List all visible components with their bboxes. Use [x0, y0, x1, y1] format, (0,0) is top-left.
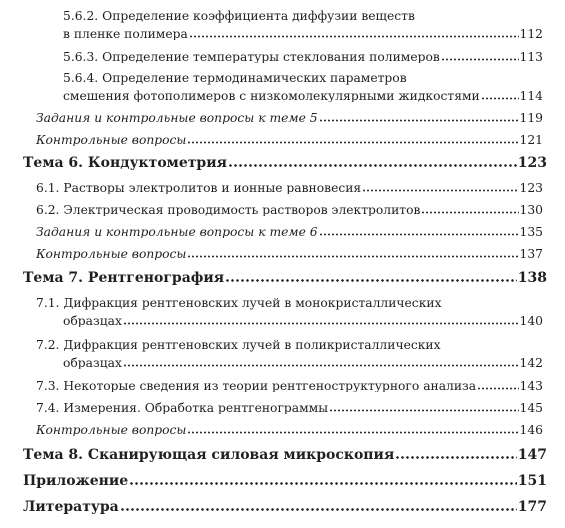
dot-leader: [395, 448, 516, 462]
toc-page-number: 138: [517, 270, 547, 286]
toc-page-number: 114: [519, 89, 543, 103]
dot-leader: [319, 112, 519, 124]
toc-entry-title: Приложение: [23, 474, 129, 488]
dot-leader: [329, 402, 519, 414]
toc-entry-7-1-line1: 7.1. Дифракция рентгеновских лучей в монокристаллических: [36, 296, 442, 310]
toc-entry-title: Контрольные вопросы: [36, 248, 187, 261]
toc-entry-appendix[interactable]: [23, 474, 547, 488]
toc-page-number: 177: [517, 499, 547, 515]
toc-entry-title: Задания и контрольные вопросы к теме 5: [36, 112, 318, 125]
toc-entry-questions-7[interactable]: [36, 424, 543, 436]
toc-entry-literature[interactable]: [23, 500, 547, 514]
toc-entry-title: 7.3. Некоторые сведения из теории рентгеноструктурного анализа: [36, 380, 477, 393]
toc-entry-title: 5.6.3. Определение температуры стеклования полимеров: [63, 51, 440, 64]
dot-leader: [187, 424, 518, 436]
dot-leader: [225, 271, 517, 285]
dot-leader: [123, 357, 519, 369]
dot-leader: [120, 500, 517, 514]
toc-page-number: 121: [519, 133, 543, 147]
toc-entry-6-1[interactable]: [36, 182, 543, 194]
toc-entry-title: 6.1. Растворы электролитов и ионные равновесия: [36, 182, 362, 195]
toc-page-number: 123: [517, 155, 547, 171]
toc-page-number: 119: [519, 111, 543, 125]
dot-leader: [187, 248, 518, 260]
toc-entry-5-6-4[interactable]: [63, 90, 543, 102]
toc-entry-5-6-2[interactable]: [63, 28, 543, 40]
toc-page-number: 130: [519, 203, 543, 217]
toc-entry-title: Тема 8. Сканирующая силовая микроскопия: [23, 448, 395, 462]
toc-page-number: 145: [519, 401, 543, 415]
toc-entry-title: образцах: [63, 357, 122, 370]
toc-entry-7-2-line1: 7.2. Дифракция рентгеновских лучей в поликристаллических: [36, 338, 441, 352]
dot-leader: [421, 204, 518, 216]
dot-leader: [189, 28, 519, 40]
toc-page-number: 143: [519, 379, 543, 393]
toc-entry-title: Тема 6. Кондуктометрия: [23, 156, 227, 170]
toc-page-number: 151: [517, 473, 547, 489]
dot-leader: [441, 51, 519, 63]
toc-entry-title: Литература: [23, 500, 119, 514]
toc-page-number: 146: [519, 423, 543, 437]
toc-page-number: 113: [519, 50, 543, 64]
toc-entry-questions-6[interactable]: [36, 248, 543, 260]
toc-page-number: 140: [519, 314, 543, 328]
toc-entry-title: смешения фотополимеров с низкомолекулярными жидкостями: [63, 90, 480, 103]
toc-page-number: 123: [519, 181, 543, 195]
toc-entry-7-3[interactable]: [36, 380, 543, 392]
toc-page-number: 142: [519, 356, 543, 370]
toc-entry-7-1[interactable]: [63, 315, 543, 327]
toc-page-number: 147: [517, 447, 547, 463]
toc-entry-7-4[interactable]: [36, 402, 543, 414]
toc-entry-5-6-2-line1: 5.6.2. Определение коэффициента диффузии веществ: [63, 9, 415, 23]
dot-leader: [362, 182, 518, 194]
toc-entry-title: Контрольные вопросы: [36, 424, 187, 437]
toc-entry-title: 7.4. Измерения. Обработка рентгенограммы: [36, 402, 329, 415]
toc-entry-title: 6.2. Электрическая проводимость растворов электролитов: [36, 204, 421, 217]
toc-page-number: 135: [519, 225, 543, 239]
toc-entry-5-6-4-line1: 5.6.4. Определение термодинамических параметров: [63, 71, 407, 85]
toc-entry-tasks-6[interactable]: [36, 226, 543, 238]
toc-entry-title: Контрольные вопросы: [36, 134, 187, 147]
dot-leader: [187, 134, 518, 146]
toc-entry-title: Задания и контрольные вопросы к теме 6: [36, 226, 318, 239]
dot-leader: [481, 90, 519, 102]
toc-entry-topic-8[interactable]: [23, 448, 547, 462]
toc-entry-5-6-3[interactable]: [63, 51, 543, 63]
toc-page-number: 137: [519, 247, 543, 261]
toc-page-number: 112: [519, 27, 543, 41]
dot-leader: [319, 226, 519, 238]
toc-entry-topic-6[interactable]: [23, 156, 547, 170]
toc-entry-questions-5[interactable]: [36, 134, 543, 146]
dot-leader: [477, 380, 518, 392]
toc-entry-tasks-5[interactable]: [36, 112, 543, 124]
toc-entry-6-2[interactable]: [36, 204, 543, 216]
toc-entry-topic-7[interactable]: [23, 271, 547, 285]
dot-leader: [123, 315, 519, 327]
toc-entry-7-2[interactable]: [63, 357, 543, 369]
toc-entry-title: Тема 7. Рентгенография: [23, 271, 225, 285]
dot-leader: [129, 474, 517, 488]
toc-entry-title: в пленке полимера: [63, 28, 188, 41]
toc-entry-title: образцах: [63, 315, 122, 328]
dot-leader: [228, 156, 517, 170]
